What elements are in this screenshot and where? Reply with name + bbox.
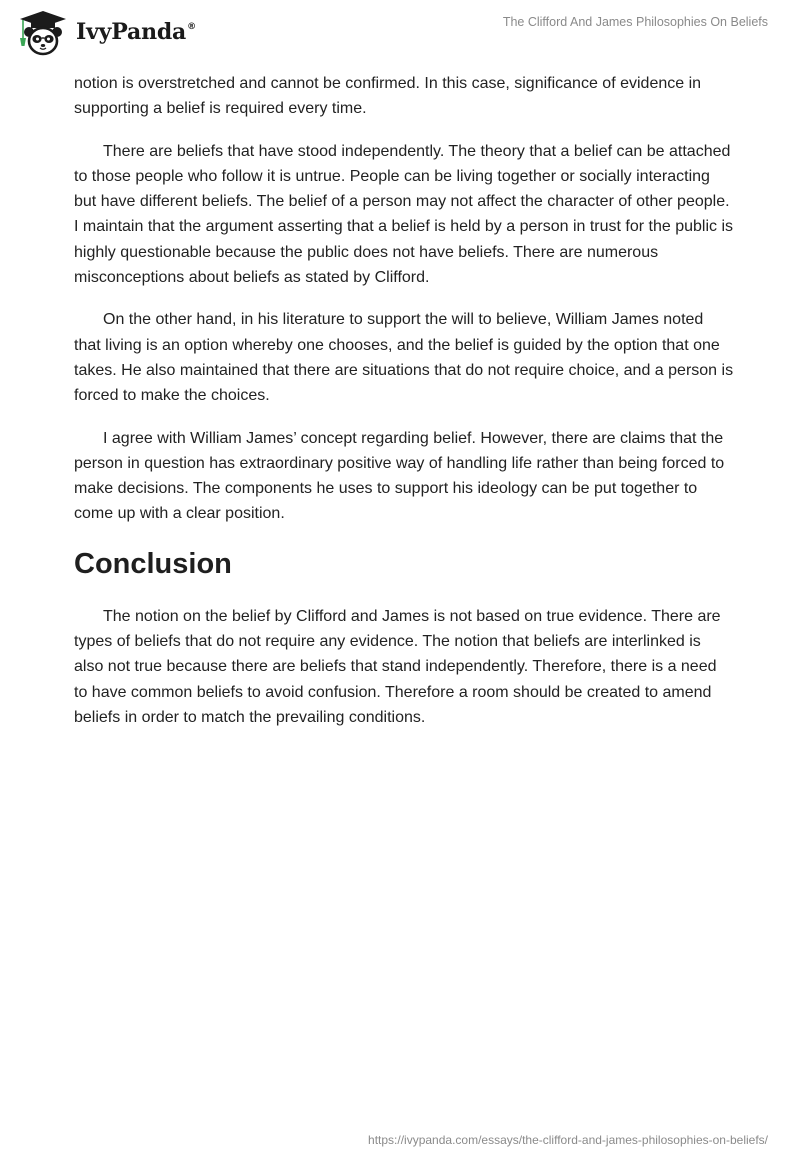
logo-wordmark: IvyPanda® (76, 19, 196, 45)
paragraph: notion is overstretched and cannot be confirmed. In this case, significance of evidence in supporting a belief is required every time. (74, 75, 702, 118)
ivypanda-logo[interactable] (14, 8, 196, 58)
page-header (0, 0, 800, 64)
paragraph: On the other hand, in his literature to support the will to believe, William James noted that living is an option whereby one chooses, and the belief is guided by the option that one takes. He also maintained that there are situations that do not require choice, and a person is forced to make the choices. (74, 311, 734, 405)
paragraph: There are beliefs that have stood independently. The theory that a belief can be attached to those people who follow it is untrue. People can be living together or socially interacting but have different beliefs. The belief of a person may not affect the character of other people. I maintain that the argument asserting that a belief is held by a person in trust for the public is highly questionable because the public does not have beliefs. There are numerous misconceptions about beliefs as stated by Clifford. (74, 142, 734, 287)
conclusion-heading: Conclusion (74, 547, 232, 580)
source-url[interactable]: https://ivypanda.com/essays/the-clifford-and-james-philosophies-on-beliefs/ (368, 1133, 768, 1147)
document-title: The Clifford And James Philosophies On Beliefs (502, 15, 768, 29)
conclusion-paragraph: The notion on the belief by Clifford and James is not based on true evidence. There are types of beliefs that do not require any evidence. The notion that beliefs are interlinked is also not true because there are beliefs that stand independently. Therefore, there is a need to have common beliefs to avoid confusion. Therefore a room should be created to amend beliefs in order to match the prevailing conditions. (74, 607, 721, 726)
paragraph: I agree with William James’ concept regarding belief. However, there are claims that the person in question has extraordinary positive way of handling life rather than being forced to make decisions. The components he uses to support his ideology can be put together to come up with a clear position. (74, 429, 725, 523)
essay-body (74, 71, 734, 747)
panda-graduate-icon (14, 8, 72, 58)
